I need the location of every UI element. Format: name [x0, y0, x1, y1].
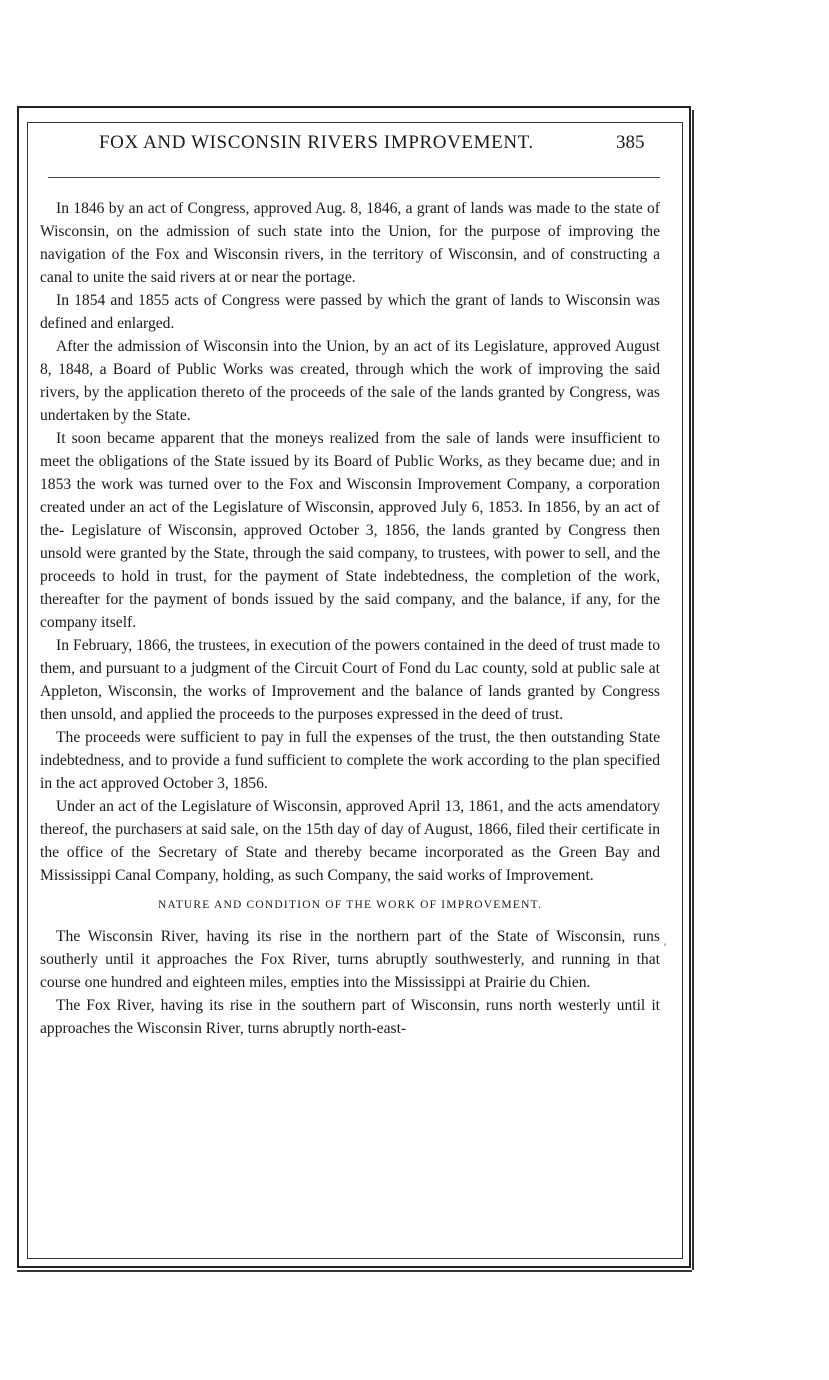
header-rule [48, 177, 660, 178]
section-heading: NATURE AND CONDITION OF THE WORK OF IMPROVEMENT. [157, 899, 543, 911]
paragraph-fox-river: The Fox River, having its rise in the southern part of Wisconsin, runs north westerly until it approaches the Wisconsin River, turns abruptly north-east- [40, 997, 660, 1037]
page-header [27, 130, 683, 164]
running-head-title: FOX AND WISCONSIN RIVERS IMPROVEMENT. [99, 132, 534, 153]
page-border-shadow-right [692, 110, 694, 1270]
body-text [40, 197, 660, 1040]
paragraph-1854-acts: In 1854 and 1855 acts of Congress were passed by which the grant of lands to Wisconsin was defined and enlarged. [40, 292, 660, 332]
paragraph-board-public-works: After the admission of Wisconsin into the Union, by an act of its Legislature, approved August 8, 1848, a Board of Public Works was created, through which the work of improving the said rivers, by the application thereto of the proceeds of the sale of the lands granted by Congress, was undertaken by the State. [40, 338, 660, 424]
paragraph-february-1866-sale: In February, 1866, the trustees, in execution of the powers contained in the deed of trust made to them, and pursuant to a judgment of the Circuit Court of Fond du Lac county, sold at public sale at Appleton, Wisconsin, the works of Improvement and the balance of lands granted by Congress then unsold, and applied the proceeds to the purposes expressed in the deed of trust. [40, 637, 660, 723]
page-border-shadow-bottom [17, 1270, 692, 1272]
margin-mark: ' [664, 940, 667, 954]
paragraph-1846-grant: In 1846 by an act of Congress, approved Aug. 8, 1846, a grant of lands was made to the state of Wisconsin, on the admission of such state into the Union, for the purpose of improving the navigation of the Fox and Wisconsin rivers, in the territory of Wisconsin, and of constructing a canal to unite the said rivers at or near the portage. [40, 200, 660, 286]
paragraph-incorporation: Under an act of the Legislature of Wisconsin, approved April 13, 1861, and the acts amendatory thereof, the purchasers at said sale, on the 15th day of day of August, 1866, filed their certificate in the office of the Secretary of State and thereby became incorporated as the Green Bay and Mississippi Canal Company, holding, as such Company, the said works of Improvement. [40, 798, 660, 884]
paragraph-moneys-insufficient: It soon became apparent that the moneys realized from the sale of lands were insufficient to meet the obligations of the State issued by its Board of Public Works, as they became due; and in 1853 the work was turned over to the Fox and Wisconsin Improvement Company, a corporation created under an act of the Legislature of Wisconsin, approved July 6, 1853. In 1856, by an act of the- Legislature of Wisconsin, approved October 3, 1856, the lands granted by Congress then unsold were granted by the State, through the said company, to trustees, with power to sell, and the proceeds to hold in trust, for the payment of State indebtedness, the completion of the work, thereafter for the payment of bonds issued by the said company, and the balance, if any, for the company itself. [40, 430, 660, 631]
page-number: 385 [616, 132, 645, 153]
paragraph-wisconsin-river: The Wisconsin River, having its rise in the northern part of the State of Wisconsin, runs southerly until it approaches the Fox River, turns abruptly southwesterly, and running in that course one hundred and eighteen miles, empties into the Mississippi at Prairie du Chien. [40, 928, 660, 991]
paragraph-proceeds-sufficient: The proceeds were sufficient to pay in full the expenses of the trust, the then outstanding State indebtedness, and to provide a fund sufficient to complete the work according to the plan specified in the act approved October 3, 1856. [40, 729, 660, 792]
